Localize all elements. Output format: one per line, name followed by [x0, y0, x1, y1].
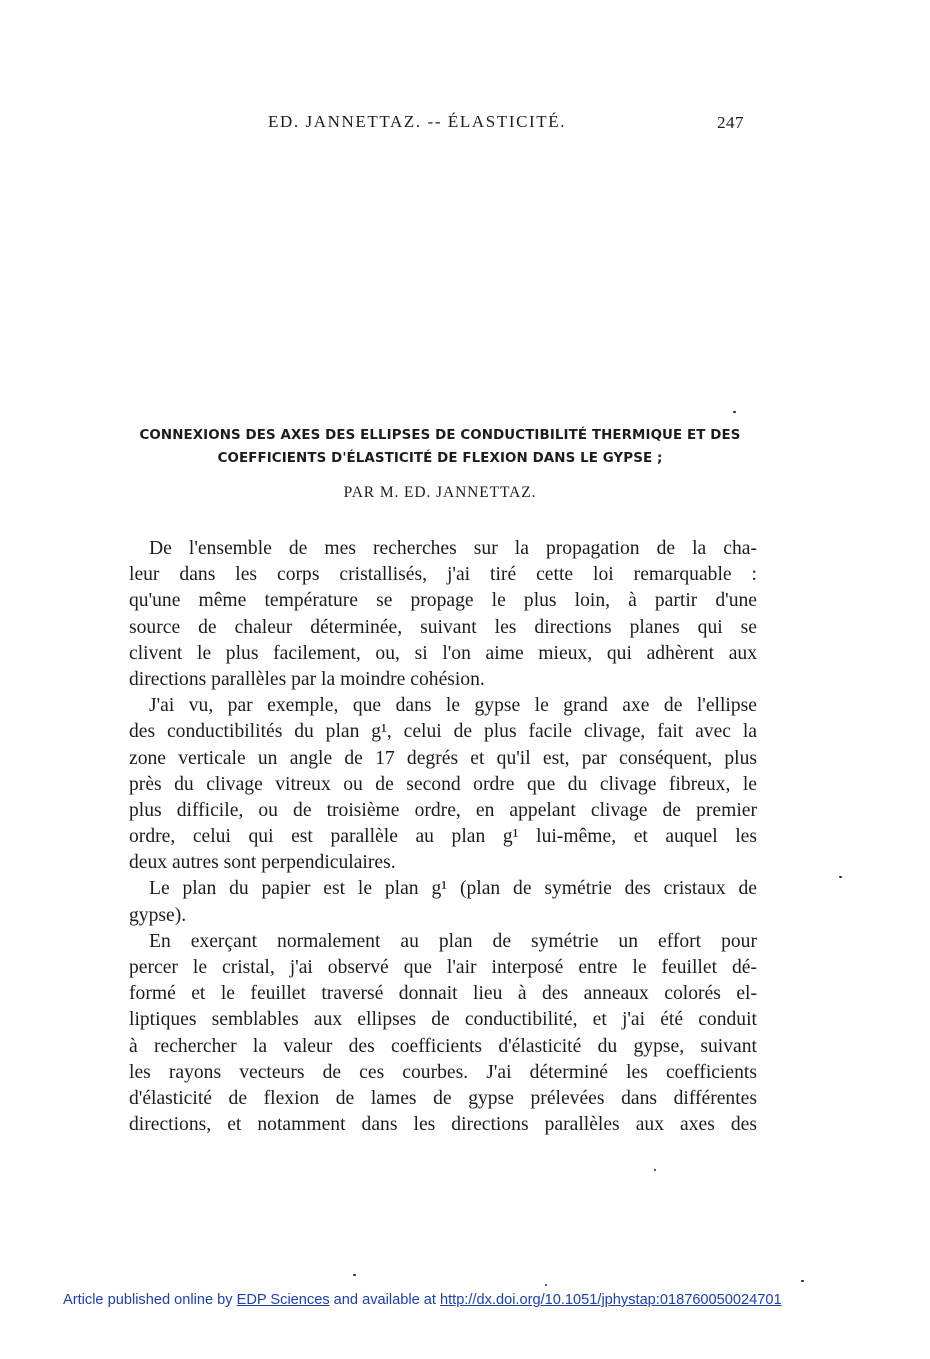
text-line: ordre, celui qui est parallèle au plan g¹ lui-même, et auquel les [129, 826, 757, 848]
publisher-link[interactable]: EDP Sciences [236, 1292, 330, 1308]
page-number: 247 [717, 113, 744, 132]
paragraph [129, 693, 757, 876]
running-head [0, 112, 930, 138]
footer-middle: and available at [329, 1292, 440, 1308]
text-line: source de chaleur déterminée, suivant les directions planes qui se [129, 616, 757, 638]
text-line: d'élasticité de flexion de lames de gypse prélevées dans différentes [129, 1087, 757, 1109]
text-line: à rechercher la valeur des coefficients d'élasticité du gypse, suivant [129, 1035, 757, 1057]
article-title [110, 424, 770, 470]
scan-speck [545, 1284, 547, 1286]
text-line: clivent le plus facilement, ou, si l'on aime mieux, qui adhèrent aux [129, 642, 757, 664]
text-line: directions parallèles par la moindre cohésion. [129, 668, 485, 690]
text-line: des conductibilités du plan g¹, celui de plus facile clivage, fait avec la [129, 721, 757, 743]
article-body [129, 536, 757, 1138]
text-line: les rayons vecteurs de ces courbes. J'ai déterminé les coefficients [129, 1061, 757, 1083]
text-line: De l'ensemble de mes recherches sur la propagation de la cha- [149, 538, 757, 559]
article-title-line: COEFFICIENTS D'ÉLASTICITÉ DE FLEXION DANS LE GYPSE ; [217, 451, 663, 466]
paragraph [129, 876, 757, 928]
text-line: J'ai vu, par exemple, que dans le gypse le grand axe de l'ellipse [149, 695, 757, 717]
text-line: formé et le feuillet traversé donnait lieu à des anneaux colorés el- [129, 983, 757, 1005]
scan-speck [353, 1274, 356, 1276]
paragraph [129, 929, 757, 1139]
text-line: percer le cristal, j'ai observé que l'air interposé entre le feuillet dé- [129, 957, 757, 978]
scan-speck [801, 1280, 804, 1282]
text-line: près du clivage vitreux ou de second ordre que du clivage fibreux, le [129, 773, 757, 795]
scan-speck [839, 876, 842, 878]
text-line: liptiques semblables aux ellipses de conductibilité, et j'ai été conduit [129, 1009, 757, 1031]
text-line: directions, et notamment dans les directions parallèles aux axes des [129, 1114, 757, 1136]
text-line: En exerçant normalement au plan de symétrie un effort pour [149, 930, 757, 952]
text-line: zone verticale un angle de 17 degrés et qu'il est, par conséquent, plus [129, 747, 757, 769]
text-line: leur dans les corps cristallisés, j'ai tiré cette loi remarquable : [129, 564, 757, 586]
paragraph [129, 536, 757, 693]
text-line: gypse). [129, 904, 187, 926]
scan-speck [733, 411, 736, 413]
text-line: qu'une même température se propage le plus loin, à partir d'une [129, 590, 757, 612]
scan-speck [654, 1169, 656, 1171]
article-title-line: CONNEXIONS DES AXES DES ELLIPSES DE CONDUCTIBILITÉ THERMIQUE ET DES [139, 428, 741, 443]
text-line: plus difficile, ou de troisième ordre, en appelant clivage de premier [129, 799, 757, 821]
publication-footer [63, 1292, 782, 1308]
author-byline: PAR M. ED. JANNETTAZ. [343, 484, 537, 501]
footer-prefix: Article published online by [63, 1292, 237, 1308]
running-title: ED. JANNETTAZ. -- ÉLASTICITÉ. [268, 112, 567, 131]
doi-link[interactable]: http://dx.doi.org/10.1051/jphystap:018760050024701 [439, 1292, 782, 1308]
text-line: deux autres sont perpendiculaires. [129, 852, 396, 874]
text-line: Le plan du papier est le plan g¹ (plan de symétrie des cristaux de [149, 878, 757, 900]
